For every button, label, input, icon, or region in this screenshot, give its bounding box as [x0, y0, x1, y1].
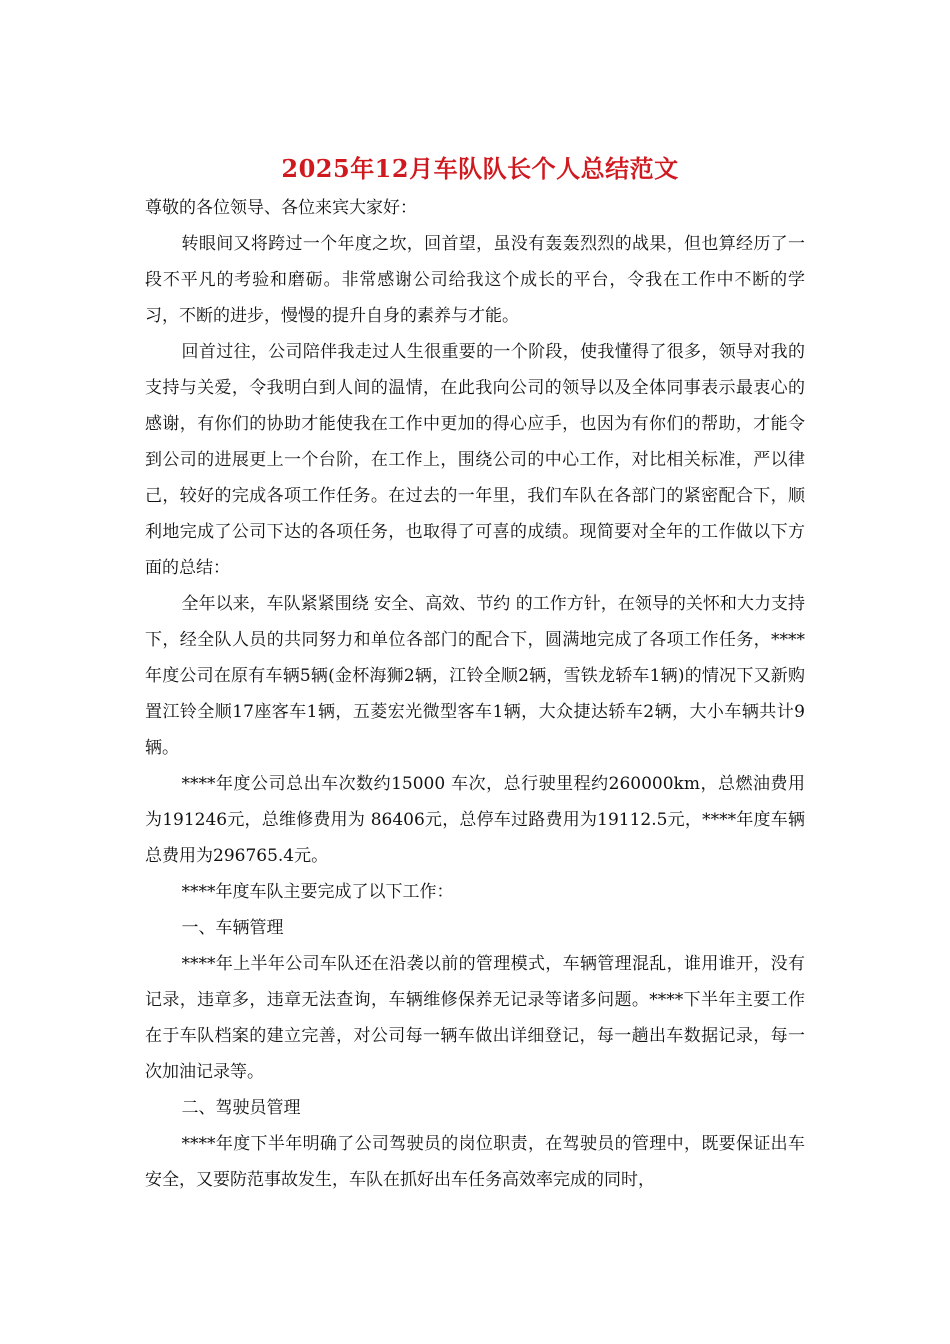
- paragraph-review: 回首过往，公司陪伴我走过人生很重要的一个阶段，使我懂得了很多，领导对我的支持与关爱，令我明白到人间的温情，在此我向公司的领导以及全体同事表示最衷心的感谢，有你们的协助才能使我在工作中更加的得心应手，也因为有你们的帮助，才能令到公司的进展更上一个台阶，在工作上，围绕公司的中心工作，对比相关标准，严以律己，较好的完成各项工作任务。在过去的一年里，我们车队在各部门的紧密配合下，顺利地完成了公司下达的各项任务，也取得了可喜的成绩。现简要对全年的工作做以下方面的总结：: [145, 342, 805, 578]
- document-title: 2025年12月车队队长个人总结范文: [281, 154, 679, 183]
- paragraph-intro: 转眼间又将跨过一个年度之坎，回首望，虽没有轰轰烈烈的战果，但也算经历了一段不平凡的考验和磨砺。非常感谢公司给我这个成长的平台，令我在工作中不断的学习，不断的进步，慢慢的提升自身的素养与才能。: [145, 234, 805, 326]
- paragraph-statistics: ****年度公司总出车次数约15000 车次，总行驶里程约260000km，总燃油费用为191246元，总维修费用为 86406元，总停车过路费用为19112.5元，****年度车辆总费用为296765.4元。: [145, 774, 805, 866]
- salutation: 尊敬的各位领导、各位来宾大家好：: [145, 198, 417, 218]
- document-page: [145, 148, 805, 1198]
- paragraph-fleet: 全年以来，车队紧紧围绕 安全、高效、节约 的工作方针，在领导的关怀和大力支持下，经全队人员的共同努力和单位各部门的配合下，圆满地完成了各项工作任务，****年度公司在原有车辆5辆(金杯海狮2辆，江铃全顺2辆，雪铁龙轿车1辆)的情况下又新购置江铃全顺17座客车1辆，五菱宏光微型客车1辆，大众捷达轿车2辆，大小车辆共计9辆。: [145, 594, 805, 758]
- paragraph-vehicle-management: ****年上半年公司车队还在沿袭以前的管理模式，车辆管理混乱，谁用谁开，没有记录，违章多，违章无法查询，车辆维修保养无记录等诸多问题。****下半年主要工作在于车队档案的建立完善，对公司每一辆车做出详细登记，每一趟出车数据记录，每一次加油记录等。: [145, 954, 805, 1082]
- paragraph-work-intro: ****年度车队主要完成了以下工作：: [181, 882, 454, 902]
- section-heading-driver-management: 二、驾驶员管理: [181, 1098, 301, 1118]
- paragraph-driver-management: ****年度下半年明确了公司驾驶员的岗位职责，在驾驶员的管理中，既要保证出车安全，又要防范事故发生，车队在抓好出车任务高效率完成的同时，: [145, 1134, 805, 1190]
- section-heading-vehicle-management: 一、车辆管理: [181, 918, 284, 938]
